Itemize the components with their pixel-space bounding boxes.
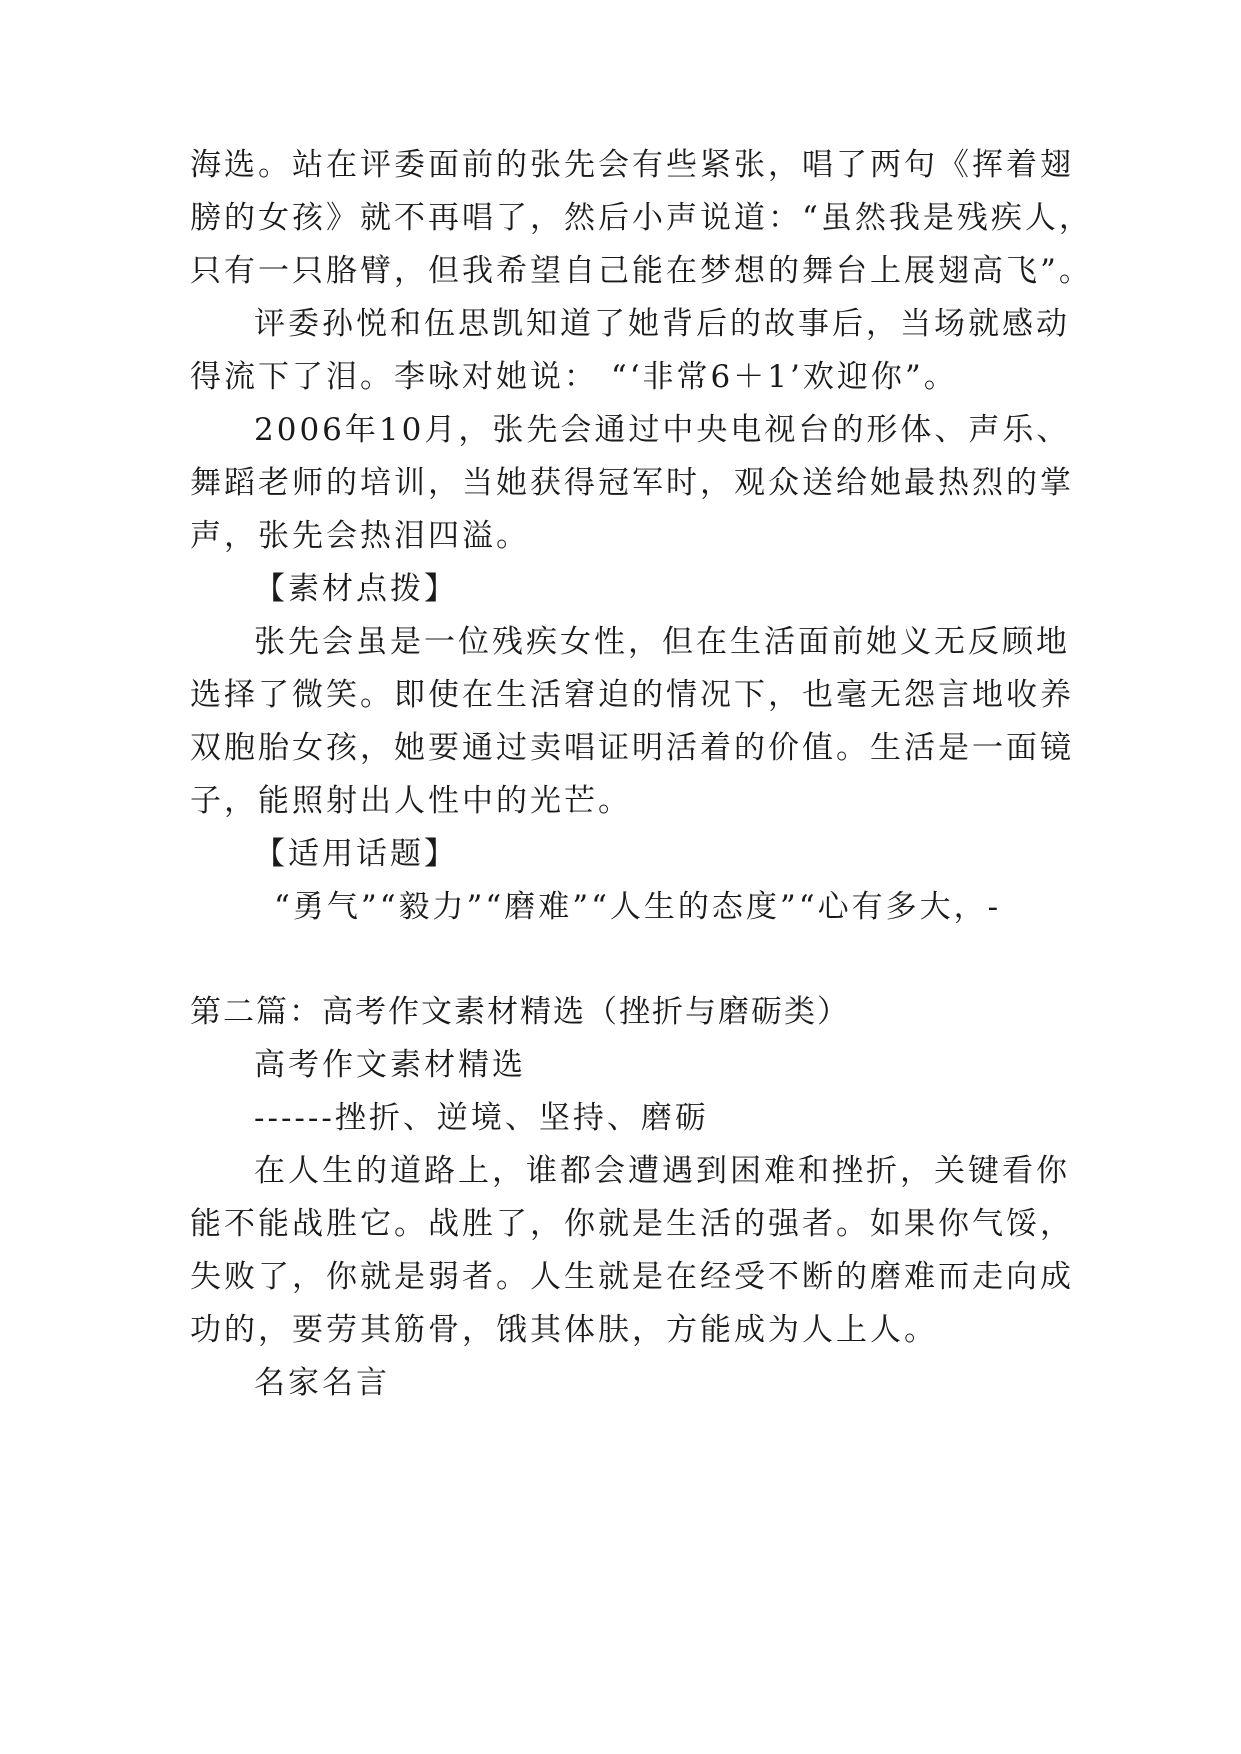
text-line: 在人生的道路上，谁都会遭遇到困难和挫折，关键看你	[254, 1153, 1070, 1189]
text-line: 张先会虽是一位残疾女性，但在生活面前她义无反顾地	[254, 624, 1070, 660]
text-line: 声，张先会热泪四溢。	[190, 518, 530, 554]
text-line: 膀的女孩》就不再唱了，然后小声说道：“虽然我是残疾人，	[190, 200, 1093, 236]
text-line: 子，能照射出人性中的光芒。	[190, 783, 632, 819]
text-line: 功的，要劳其筋骨，饿其体肤，方能成为人上人。	[190, 1312, 938, 1348]
text-line: 评委孙悦和伍思凯知道了她背后的故事后，当场就感动	[254, 306, 1070, 342]
article-title: 第二篇：高考作文素材精选（挫折与磨砺类）	[190, 994, 850, 1030]
section-heading: 名家名言	[254, 1365, 390, 1401]
text-line: 得流下了泪。李咏对她说： “‘非常6＋1’欢迎你”。	[190, 359, 958, 395]
text-line: 海选。站在评委面前的张先会有些紧张，唱了两句《挥着翅	[190, 147, 1074, 183]
section-heading: 【素材点拨】	[254, 571, 458, 607]
text-line: 舞蹈老师的培训，当她获得冠军时，观众送给她最热烈的掌	[190, 465, 1074, 501]
text-line: 失败了，你就是弱者。人生就是在经受不断的磨难而走向成	[190, 1259, 1074, 1295]
text-line: 选择了微笑。即使在生活窘迫的情况下，也毫无怨言地收养	[190, 677, 1074, 713]
text-line: 能不能战胜它。战胜了，你就是生活的强者。如果你气馁，	[190, 1206, 1074, 1242]
section-heading: 【适用话题】	[254, 836, 458, 872]
text-line: 2006年10月，张先会通过中央电视台的形体、声乐、	[254, 412, 1071, 448]
text-line: 双胞胎女孩，她要通过卖唱证明活着的价值。生活是一面镜	[190, 730, 1074, 766]
topics-line: “勇气”“毅力”“磨难”“人生的态度”“心有多大，-	[274, 889, 1002, 925]
keywords-line: ------挫折、逆境、坚持、磨砺	[254, 1100, 709, 1136]
text-line: 只有一只胳臂，但我希望自己能在梦想的舞台上展翅高飞”。	[190, 253, 1093, 289]
article-subtitle: 高考作文素材精选	[254, 1047, 526, 1083]
